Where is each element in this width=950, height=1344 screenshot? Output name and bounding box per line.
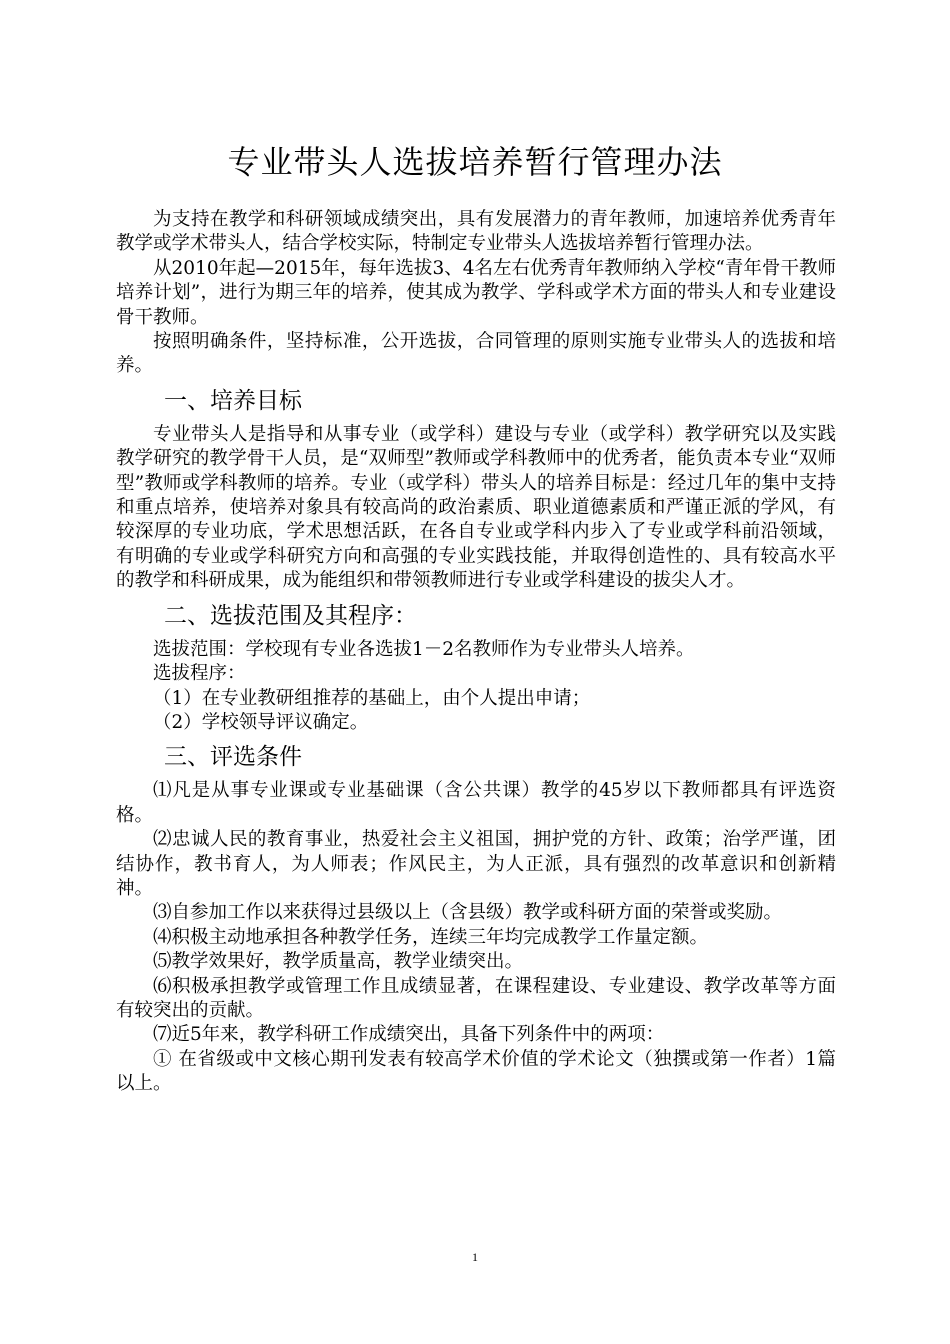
section-heading-scope: 二、选拔范围及其程序： [164,602,417,629]
scope-paragraph: 选拔范围：学校现有专业各选拔1－2名教师作为专业带头人培养。 [153,638,695,660]
criteria-item: ⑷积极主动地承担各种教学任务，连续三年均完成教学工作量定额。 [153,926,709,948]
document-body [116,208,836,1097]
criteria-item: ⑸教学效果好，教学质量高，教学业绩突出。 [153,951,524,973]
intro-paragraph: 从2010年起—2015年，每年选拔3、4名左右优秀青年教师纳入学校“青年骨干教师培养计划”，进行为期三年的培养，使其成为教学、学科或学术方面的带头人和专业建设骨干教师。 [116,257,836,328]
criteria-item: ① 在省级或中文核心期刊发表有较高学术价值的学术论文（独撰或第一作者）1篇以上。 [116,1048,836,1095]
document-title: 专业带头人选拔培养暂行管理办法 [227,143,723,181]
goals-paragraph: 专业带头人是指导和从事专业（或学科）建设与专业（或学科）教学研究以及实践教学研究的教学骨干人员，是“双师型”教师或学科教师中的优秀者，能负责本专业“双师型”教师或学科教师的培养。专业（或学科）带头人的培养目标是：经过几年的集中支持和重点培养，使培养对象具有较高尚的政治素质、职业道德素质和严谨正派的学风，有较深厚的专业功底，学术思想活跃，在各自专业或学科内步入了专业或学科前沿领域，有明确的专业或学科研究方向和高强的专业实践技能，并取得创造性的、具有较高水平的教学和科研成果，成为能组织和带领教师进行专业或学科建设的拔尖人才。 [116,423,836,592]
criteria-item: ⑺近5年来，教学科研工作成绩突出，具备下列条件中的两项： [153,1024,665,1046]
section-heading-criteria: 三、评选条件 [164,744,302,771]
page-number: 1 [472,1250,478,1264]
criteria-item: ⑶自参加工作以来获得过县级以上（含县级）教学或科研方面的荣誉或奖励。 [153,902,783,924]
section-heading-goals: 一、培养目标 [164,387,302,414]
procedure-label: 选拔程序： [153,663,246,685]
procedure-step: （2）学校领导评议确定。 [153,711,369,733]
criteria-item: ⑴凡是从事专业课或专业基础课（含公共课）教学的45岁以下教师都具有评选资格。 [116,780,836,826]
criteria-item: ⑵忠诚人民的教育事业，热爱社会主义祖国，拥护党的方针、政策；治学严谨，团结协作，教书育人，为人师表；作风民主，为人正派，具有强烈的改革意识和创新精神。 [116,829,836,899]
procedure-step: （1）在专业教研组推荐的基础上，由个人提出申请； [153,687,591,709]
intro-paragraph: 按照明确条件，坚持标准，公开选拔，合同管理的原则实施专业带头人的选拔和培养。 [116,331,836,377]
intro-paragraph: 为支持在教学和科研领域成绩突出，具有发展潜力的青年教师，加速培养优秀青年教学或学术带头人，结合学校实际，特制定专业带头人选拔培养暂行管理办法。 [116,209,836,255]
criteria-item: ⑹积极承担教学或管理工作且成绩显著，在课程建设、专业建设、教学改革等方面有较突出的贡献。 [116,975,836,1021]
